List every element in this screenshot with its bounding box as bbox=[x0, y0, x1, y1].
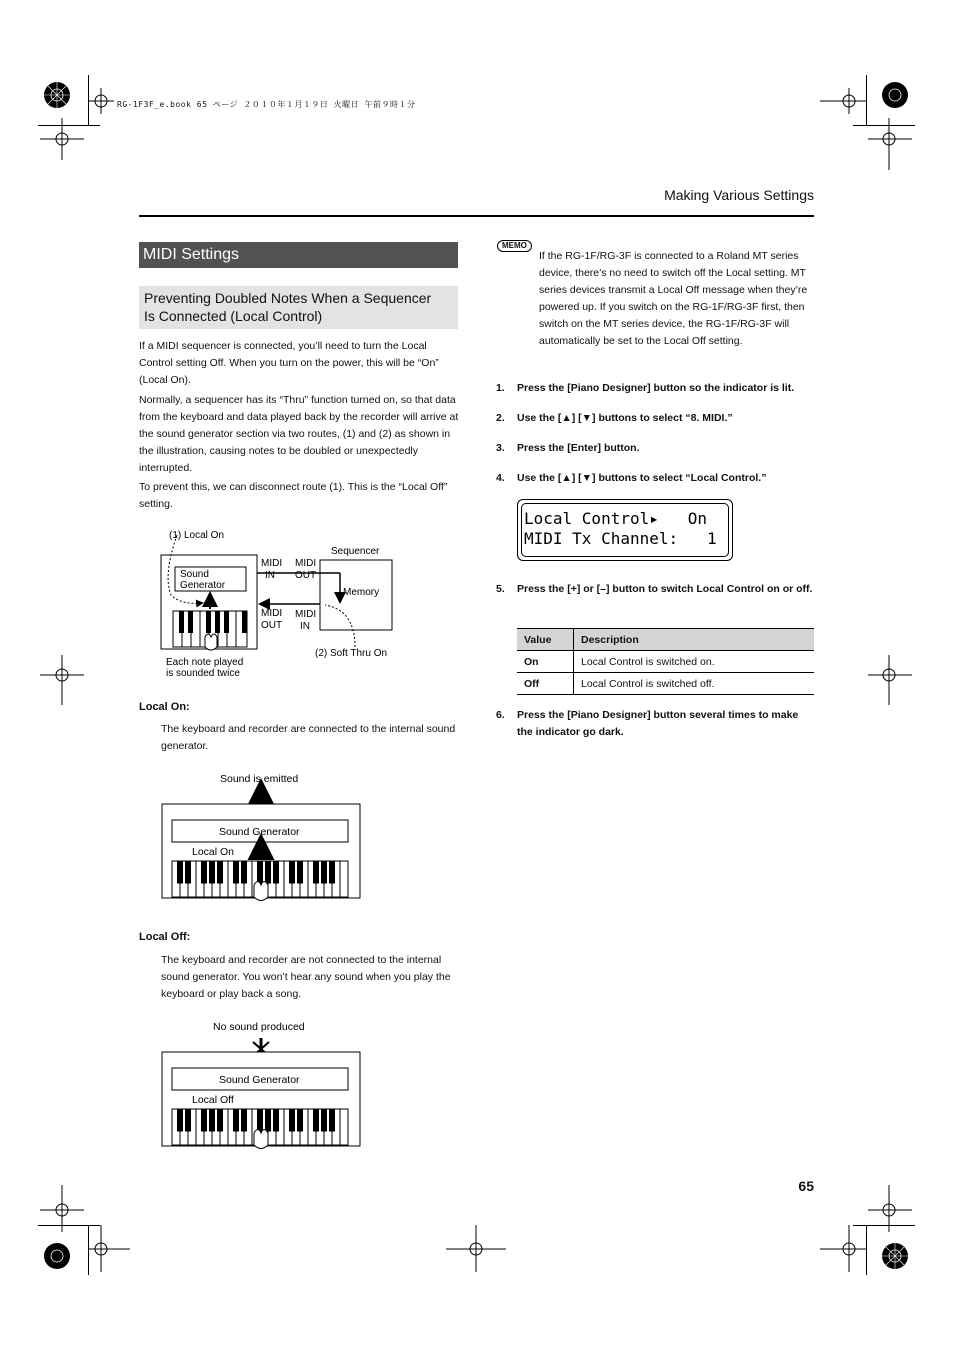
local-on-heading: Local On: bbox=[139, 701, 190, 713]
crosshair-target-icon bbox=[820, 1225, 866, 1272]
crosshair-target-icon bbox=[40, 118, 84, 160]
subsection-title-line2: Is Connected (Local Control) bbox=[144, 308, 323, 324]
midi-out-label: OUT bbox=[261, 620, 283, 631]
step-number: 4. bbox=[496, 472, 505, 484]
hand-icon bbox=[205, 634, 217, 650]
step-3 bbox=[496, 440, 814, 457]
crosshair-target-icon bbox=[868, 1185, 912, 1232]
midi-in-label: IN bbox=[265, 570, 275, 581]
lcd-line-1: Local Control▸ On bbox=[524, 509, 708, 528]
running-header: Making Various Settings bbox=[664, 187, 814, 203]
registration-dial-icon bbox=[44, 82, 70, 108]
hand-icon bbox=[254, 882, 268, 901]
soft-thru-label: (2) Soft Thru On bbox=[315, 648, 388, 659]
sound-emitted-label: Sound is emitted bbox=[220, 773, 299, 785]
crosshair-target-icon bbox=[820, 88, 866, 114]
step-1 bbox=[496, 380, 814, 397]
local-off-heading: Local Off: bbox=[139, 931, 191, 943]
crosshair-target-icon bbox=[40, 655, 84, 705]
intro-paragraph: If a MIDI sequencer is connected, you’ll need to turn the Local Control setting Off. When you turn on the power, this will be “On” (Local On). bbox=[139, 340, 439, 386]
generator-label: Generator bbox=[180, 580, 226, 591]
subsection-title bbox=[139, 286, 458, 329]
table-cell: Local Control is switched off. bbox=[574, 673, 815, 695]
memo-text: If the RG-1F/RG-3F is connected to a Roland MT series device, there’s no need to switch off the Local setting. MT series devices transmit a Local Off message when they’re powered up. If you switch on the RG-1F/RG-3F first, then switch on the MT series device, the RG-1F/RG-3F will automatically be set to the Local Off setting. bbox=[539, 250, 808, 347]
routing-diagram bbox=[155, 525, 410, 685]
value-table bbox=[517, 628, 814, 695]
local-on-label: Local On bbox=[192, 846, 235, 858]
local-on-label: (1) Local On bbox=[169, 530, 225, 541]
local-off-label: Local Off bbox=[192, 1094, 234, 1106]
step-5 bbox=[496, 581, 814, 598]
crosshair-target-icon bbox=[446, 1225, 506, 1272]
step-text: Press the [Piano Designer] button several times to make the indicator go dark. bbox=[517, 709, 799, 738]
section-title: MIDI Settings bbox=[139, 242, 458, 268]
table-cell: Local Control is switched on. bbox=[574, 651, 815, 673]
crosshair-target-icon bbox=[868, 655, 912, 705]
sound-generator-label: Sound Generator bbox=[219, 1074, 300, 1086]
step-text: Use the [▲] [▼] buttons to select “Local Control.” bbox=[517, 472, 767, 484]
midi-out-label: OUT bbox=[295, 570, 317, 581]
step-6 bbox=[496, 707, 814, 741]
step-4 bbox=[496, 470, 814, 487]
step-text: Press the [Piano Designer] button so the indicator is lit. bbox=[517, 382, 795, 394]
registration-dial-icon bbox=[44, 1243, 70, 1269]
registration-dial-icon bbox=[882, 82, 908, 108]
table-cell: Off bbox=[517, 673, 574, 695]
step-number: 2. bbox=[496, 412, 505, 424]
local-on-text: The keyboard and recorder are connected to the internal sound generator. bbox=[161, 723, 456, 752]
step-2 bbox=[496, 410, 814, 427]
local-off-text: The keyboard and recorder are not connected to the internal sound generator. You won’t hear any sound when you play the keyboard or play back a song. bbox=[161, 954, 451, 1000]
lcd-line-2: MIDI Tx Channel: 1 bbox=[524, 529, 717, 548]
midi-out-label: MIDI bbox=[295, 558, 317, 569]
crosshair-target-icon bbox=[88, 88, 114, 114]
step-number: 3. bbox=[496, 442, 505, 454]
midi-in-label: MIDI bbox=[261, 558, 283, 569]
local-on-diagram bbox=[155, 768, 370, 913]
sequencer-label: Sequencer bbox=[331, 546, 380, 557]
crosshair-target-icon bbox=[40, 1185, 84, 1232]
crosshair-target-icon bbox=[868, 118, 912, 170]
sound-label: Sound bbox=[180, 569, 209, 580]
midi-in-label: IN bbox=[300, 621, 310, 632]
midi-out-label: MIDI bbox=[261, 608, 283, 619]
sound-generator-label: Sound Generator bbox=[219, 826, 300, 838]
crosshair-target-icon bbox=[88, 1225, 130, 1272]
table-row bbox=[517, 651, 814, 673]
step-number: 5. bbox=[496, 583, 505, 595]
hand-icon bbox=[254, 1130, 268, 1149]
lcd-display bbox=[517, 499, 733, 561]
table-header: Value bbox=[517, 629, 574, 651]
each-note-label: is sounded twice bbox=[166, 668, 240, 679]
thru-paragraph: Normally, a sequencer has its “Thru” function turned on, so that data from the keyboard and data played back by the recorder will arrive at the sound generator section via two routes, (1) and (2) as shown in the illustration, causing notes to be doubled or unexpectedly interrupted. bbox=[139, 394, 459, 474]
step-number: 6. bbox=[496, 709, 505, 721]
local-off-diagram bbox=[155, 1016, 370, 1161]
prevent-paragraph: To prevent this, we can disconnect route (1). This is the “Local Off” setting. bbox=[139, 481, 448, 510]
subsection-title-line1: Preventing Doubled Notes When a Sequencer bbox=[144, 290, 432, 306]
step-text: Press the [+] or [–] button to switch Local Control on or off. bbox=[517, 583, 813, 595]
header-rule bbox=[139, 215, 814, 217]
table-row bbox=[517, 673, 814, 695]
each-note-label: Each note played bbox=[166, 657, 244, 668]
page-number: 65 bbox=[798, 1178, 814, 1194]
step-text: Press the [Enter] button. bbox=[517, 442, 640, 454]
memory-label: Memory bbox=[343, 587, 380, 598]
step-text: Use the [▲] [▼] buttons to select “8. MIDI.” bbox=[517, 412, 733, 424]
memo-icon: MEMO bbox=[497, 240, 532, 252]
table-cell: On bbox=[517, 651, 574, 673]
no-sound-label: No sound produced bbox=[213, 1021, 305, 1033]
midi-in-label: MIDI bbox=[295, 609, 317, 620]
step-number: 1. bbox=[496, 382, 505, 394]
table-header-row bbox=[517, 629, 814, 651]
print-info: RG-1F3F_e.book 65 ページ ２０１０年１月１９日 火曜日 午前９時１分 bbox=[117, 100, 416, 109]
table-header: Description bbox=[574, 629, 815, 651]
registration-dial-icon bbox=[882, 1243, 908, 1269]
